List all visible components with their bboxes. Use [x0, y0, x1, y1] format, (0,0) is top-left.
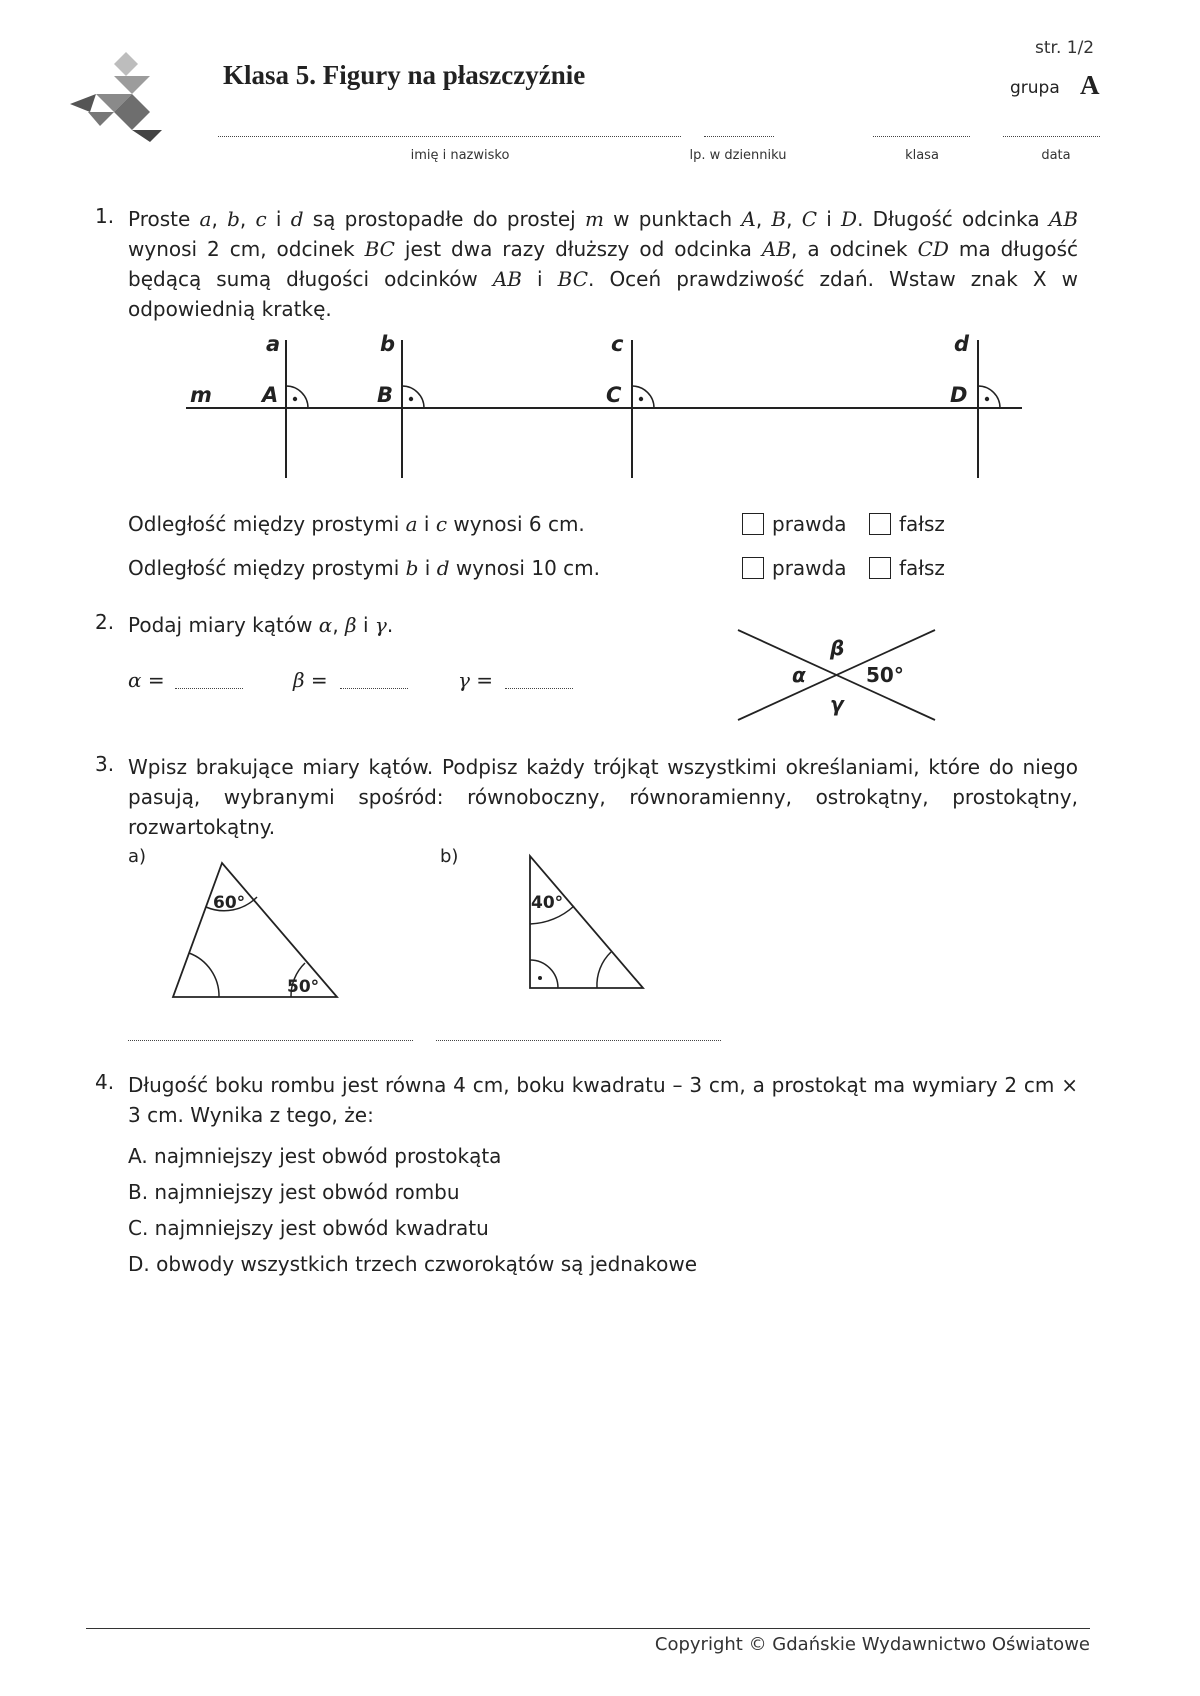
- triangle-a-top-angle: 60°: [213, 893, 246, 913]
- label-point-d: D: [950, 383, 968, 407]
- crossing-lines-diagram: [730, 620, 950, 730]
- label-line-d: d: [954, 332, 970, 356]
- question-1-text: Proste a, b, c i d są prostopadłe do prostej m w punktach A, B, C i D. Długość odcinka AB wynosi 2 cm, odcinek BC jest dwa razy dłuższy od odcinka AB, a odcinek CD ma długość będącą sumą długości odcinków AB i BC. Oceń prawdziwość zdań. Wstaw znak X w odpowiednią kratkę.: [128, 207, 1079, 321]
- triangle-a-answer-field[interactable]: [128, 1040, 413, 1041]
- label-point-a: A: [262, 383, 279, 407]
- statement-1-true-checkbox[interactable]: [742, 513, 764, 535]
- question-4-number: 4.: [95, 1070, 115, 1094]
- angle-50-label: 50°: [866, 663, 904, 687]
- perpendicular-lines-diagram: [180, 330, 1030, 480]
- name-field-label: imię i nazwisko: [410, 148, 510, 163]
- group-label: grupa: [1010, 78, 1060, 98]
- question-2-number: 2.: [95, 610, 115, 634]
- page-number: str. 1/2: [1035, 38, 1095, 58]
- triangle-b-figure: [522, 848, 652, 998]
- alpha-answer-field[interactable]: [175, 688, 243, 689]
- date-field-line[interactable]: [1003, 136, 1100, 137]
- right-angle-b: [402, 386, 424, 408]
- triangle-a-label: a): [128, 846, 147, 867]
- label-line-c: c: [611, 332, 624, 356]
- name-field-line[interactable]: [218, 136, 681, 137]
- journal-number-field-line[interactable]: [704, 136, 774, 137]
- statement-2-true-checkbox[interactable]: [742, 557, 764, 579]
- statement-2-false-checkbox[interactable]: [869, 557, 891, 579]
- beta-label: β: [830, 636, 845, 660]
- triangle-b-top-angle: 40°: [531, 893, 564, 913]
- question-4-text: Długość boku rombu jest równa 4 cm, boku kwadratu – 3 cm, a prostokąt ma wymiary 2 cm × 3 cm. Wynika z tego, że:: [128, 1073, 1078, 1127]
- statement-1-true-option[interactable]: prawda: [742, 509, 846, 539]
- gamma-answer-label: γ =: [458, 668, 494, 692]
- page-title: Klasa 5. Figury na płaszczyźnie: [223, 60, 586, 90]
- answer-option-c[interactable]: C. najmniejszy jest obwód kwadratu: [128, 1216, 489, 1240]
- label-point-b: B: [377, 383, 394, 407]
- statement-1-false-checkbox[interactable]: [869, 513, 891, 535]
- beta-answer-field[interactable]: [340, 688, 408, 689]
- answer-option-b[interactable]: B. najmniejszy jest obwód rombu: [128, 1180, 460, 1204]
- publisher-logo: [70, 52, 170, 144]
- question-3-text: Wpisz brakujące miary kątów. Podpisz każdy trójkąt wszystkimi określaniami, które do niego pasują, wybranymi spośród: równoboczny, równoramienny, ostrokątny, prostokątny, rozwartokątny.: [128, 755, 1078, 839]
- triangle-b-answer-field[interactable]: [436, 1040, 721, 1041]
- question-2-text: Podaj miary kątów α, β i γ.: [128, 613, 394, 637]
- answer-option-a[interactable]: A. najmniejszy jest obwód prostokąta: [128, 1144, 502, 1168]
- alpha-answer-label: α =: [128, 668, 165, 692]
- question-1-number: 1.: [95, 204, 115, 228]
- class-field-label: klasa: [905, 148, 939, 163]
- date-field-label: data: [1041, 148, 1071, 163]
- alpha-label: α: [792, 663, 806, 687]
- statement-1-text: Odległość między prostymi a i c wynosi 6 cm.: [128, 512, 585, 536]
- statement-2-text: Odległość między prostymi b i d wynosi 10 cm.: [128, 556, 600, 580]
- gamma-answer-field[interactable]: [505, 688, 573, 689]
- statement-2-true-option[interactable]: prawda: [742, 553, 846, 583]
- right-angle-a: [286, 386, 308, 408]
- triangle-a-right-angle: 50°: [287, 977, 320, 997]
- class-field-line[interactable]: [873, 136, 970, 137]
- label-line-a: a: [266, 332, 281, 356]
- footer-rule: [86, 1628, 1090, 1629]
- label-line-b: b: [380, 332, 396, 356]
- label-point-c: C: [606, 383, 622, 407]
- copyright: Copyright © Gdańskie Wydawnictwo Oświatowe: [654, 1634, 1090, 1655]
- gamma-label: γ: [830, 692, 844, 716]
- statement-1-false-option[interactable]: fałsz: [869, 509, 945, 539]
- right-angle-c: [632, 386, 654, 408]
- journal-number-field-label: lp. w dzienniku: [689, 148, 787, 163]
- group-value: A: [1080, 70, 1100, 100]
- beta-answer-label: β =: [293, 668, 328, 692]
- triangle-a-figure: [165, 855, 350, 1005]
- triangle-b-label: b): [440, 846, 459, 867]
- question-3-number: 3.: [95, 752, 115, 776]
- right-angle-d: [978, 386, 1000, 408]
- label-line-m: m: [190, 383, 212, 407]
- statement-2-false-option[interactable]: fałsz: [869, 553, 945, 583]
- answer-option-d[interactable]: D. obwody wszystkich trzech czworokątów są jednakowe: [128, 1252, 697, 1276]
